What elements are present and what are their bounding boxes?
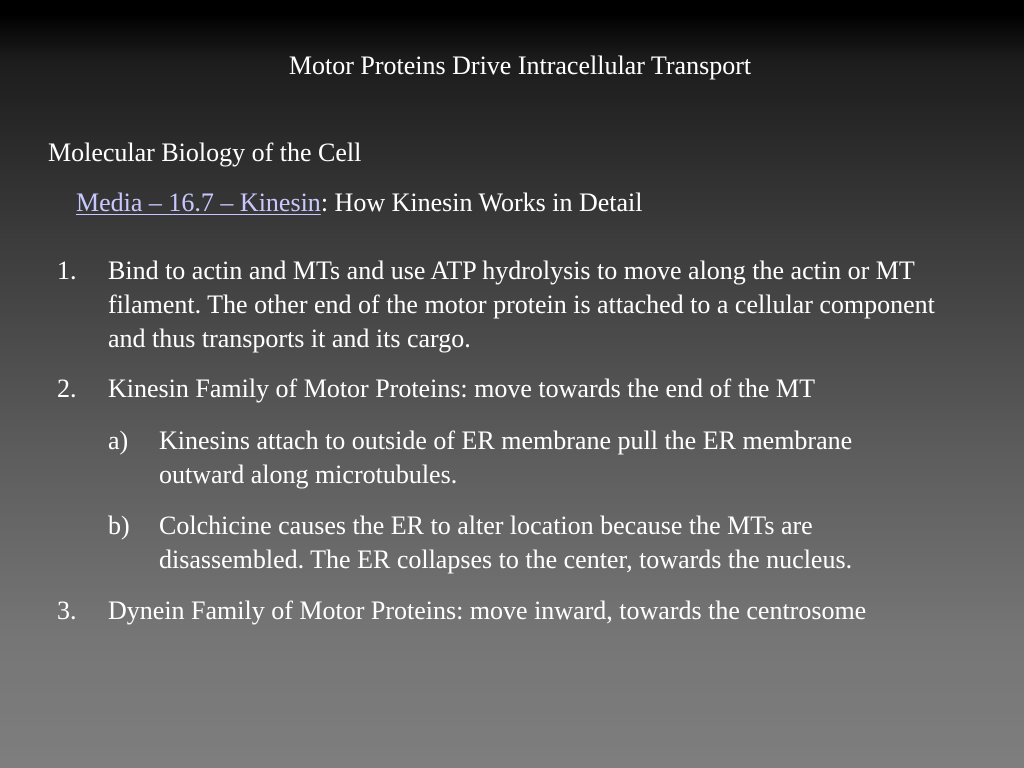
list-item-3 bbox=[57, 594, 957, 628]
slide-title: Motor Proteins Drive Intracellular Transport bbox=[288, 51, 752, 80]
list-item-2 bbox=[57, 372, 957, 406]
list-number-2: 2. bbox=[57, 374, 77, 403]
section-heading: Molecular Biology of the Cell bbox=[48, 138, 362, 167]
list-text-2: Kinesin Family of Motor Proteins: move towards the end of the MT bbox=[108, 374, 815, 403]
list-number-3: 3. bbox=[57, 596, 77, 625]
sub-item-b bbox=[108, 509, 948, 577]
list-text-3: Dynein Family of Motor Proteins: move inward, towards the centrosome bbox=[108, 596, 867, 625]
media-link[interactable]: Media – 16.7 – Kinesin bbox=[76, 188, 321, 217]
sub-item-letter-a: a) bbox=[108, 426, 129, 455]
sub-item-text-b: Colchicine causes the ER to alter location because the MTs are disassembled. The ER collapses to the center, towards the nucleus. bbox=[159, 511, 853, 574]
list-item-1 bbox=[57, 254, 957, 356]
media-description: : How Kinesin Works in Detail bbox=[320, 188, 643, 217]
list-number-1: 1. bbox=[57, 256, 77, 285]
sub-item-text-a: Kinesins attach to outside of ER membrane pull the ER membrane outward along microtubules. bbox=[159, 426, 853, 489]
media-line bbox=[76, 187, 643, 219]
sub-item-a bbox=[108, 424, 948, 492]
list-text-1: Bind to actin and MTs and use ATP hydrolysis to move along the actin or MT filament. The other end of the motor protein is attached to a cellular component and thus transports it and its cargo. bbox=[108, 256, 935, 353]
sub-item-letter-b: b) bbox=[108, 511, 130, 540]
